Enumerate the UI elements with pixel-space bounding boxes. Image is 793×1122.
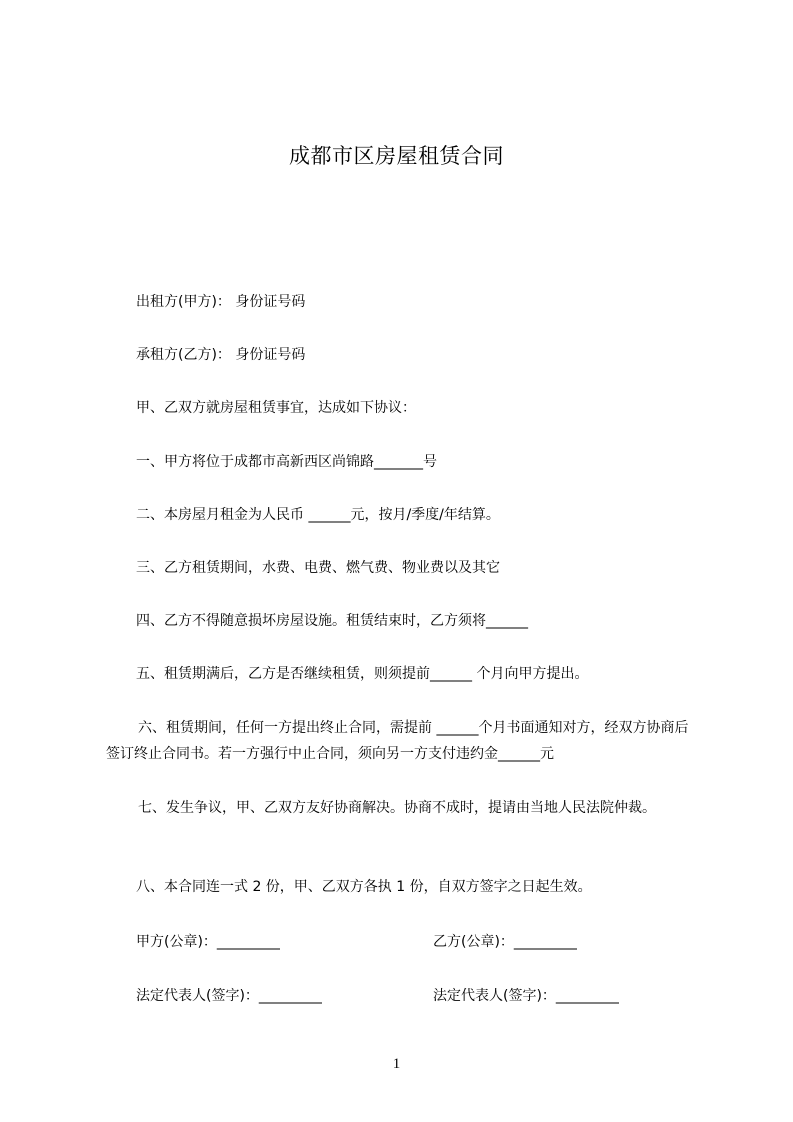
clause-6: 六、租赁期间，任何一方提出终止合同，需提前 ______个月书面通知对方，经双方协商后签订终止合同书。若一方强行中止合同，须向另一方支付违约金______元 <box>106 720 689 762</box>
page-number: 1 <box>392 1056 401 1072</box>
lessee-line: 承租方(乙方)： 身份证号码 <box>136 347 306 363</box>
clause-7: 七、发生争议，甲、乙双方友好协商解决。协商不成时，提请由当地人民法院仲裁。 <box>138 800 656 816</box>
clause-5: 五、租赁期满后，乙方是否继续租赁，则须提前______ 个月向甲方提出。 <box>136 666 589 682</box>
clause-2: 二、本房屋月租金为人民币 ______元，按月/季度/年结算。 <box>136 507 500 523</box>
clause-1: 一、甲方将位于成都市高新西区尚锦路_______号 <box>136 454 437 470</box>
party-b-representative-line: 法定代表人(签字)：_________ <box>433 988 619 1004</box>
intro-line: 甲、乙双方就房屋租赁事宜，达成如下协议： <box>136 400 416 416</box>
party-a-seal-line: 甲方(公章)：_________ <box>136 934 280 950</box>
clause-3: 三、乙方租赁期间，水费、电费、燃气费、物业费以及其它 <box>136 560 500 576</box>
document-title: 成都市区房屋租赁合同 <box>289 144 504 168</box>
party-b-seal-line: 乙方(公章)：_________ <box>433 934 577 950</box>
lessor-line: 出租方(甲方)： 身份证号码 <box>136 294 306 310</box>
party-a-representative-line: 法定代表人(签字)：_________ <box>136 988 322 1004</box>
clause-4: 四、乙方不得随意损坏房屋设施。租赁结束时，乙方须将______ <box>136 613 528 629</box>
clause-8: 八、本合同连一式 2 份，甲、乙双方各执 1 份，自双方签字之日起生效。 <box>136 879 592 895</box>
